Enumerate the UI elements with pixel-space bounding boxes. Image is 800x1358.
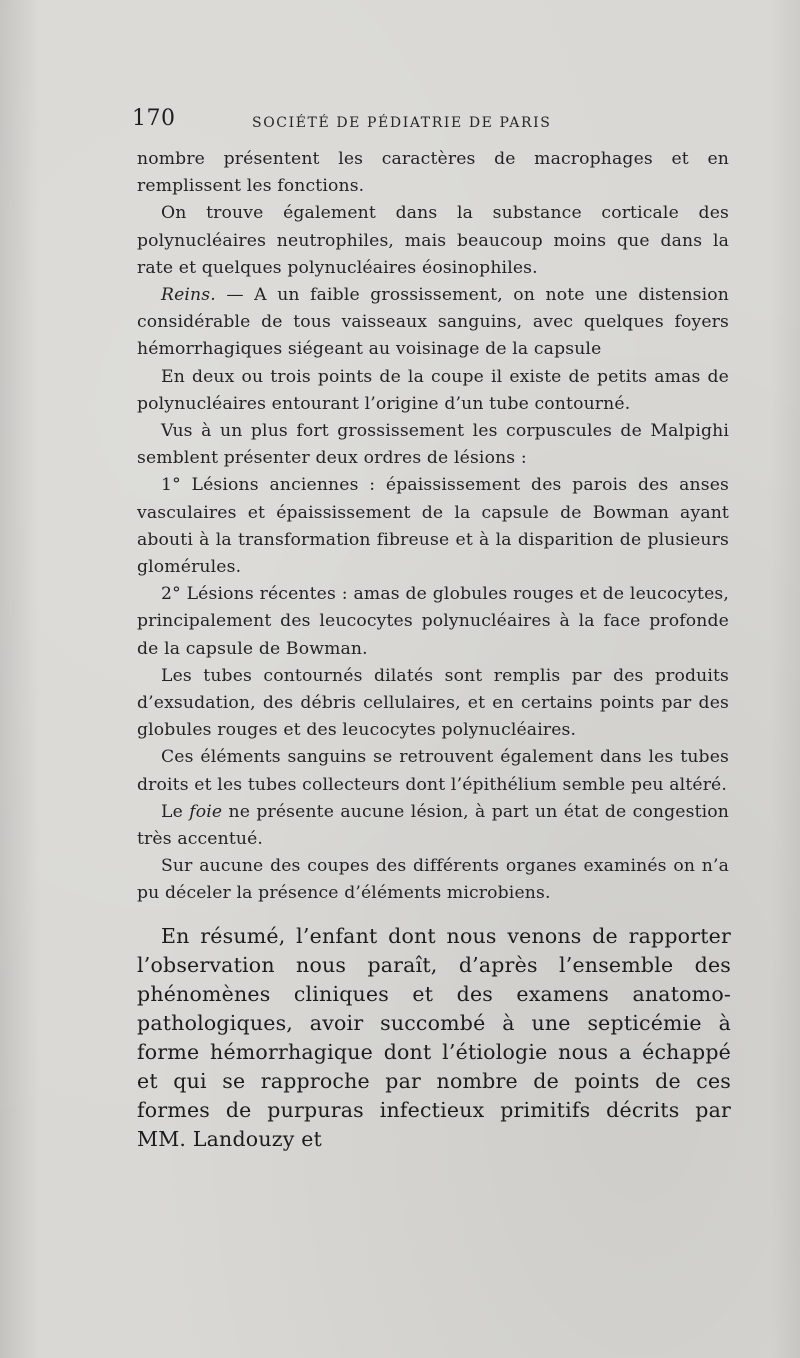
paragraph (137, 364, 729, 418)
paragraph-text: nombre présentent les caractères de macrophages et en remplissent les fonctions. (137, 149, 729, 197)
section-lead-reins: Reins. (161, 285, 216, 306)
paragraph-text: Sur aucune des coupes des différents organes examinés on n’a pu déceler la présence d’éléments microbiens. (137, 856, 729, 904)
paragraph-text: 2° Lésions récentes : amas de globules rouges et de leucocytes, principalement des leucocytes polynucléaires à la face profonde de la capsule de Bowman. (137, 584, 729, 659)
paragraph-text: ne présente aucune lésion, à part un état de congestion très accentué. (137, 801, 729, 850)
page-number: 170 (132, 106, 176, 131)
paragraph-text: Ces éléments sanguins se retrouvent également dans les tubes droits et les tubes collecteurs dont l’épithélium semble peu altéré. (137, 747, 729, 795)
paragraph-lead: Le (161, 801, 190, 822)
paragraph-text: — A un faible grossissement, on note une distension considérable de tous vaisseaux sanguins, avec quelques foyers hémorrhagiques siégeant au voisinage de la capsule (137, 285, 729, 360)
paragraph (137, 146, 729, 200)
paragraph-text: 1° Lésions anciennes : épaississement des parois des anses vasculaires et épaississement de la capsule de Bowman ayant abouti à la transformation fibreuse et à la disparition de plusieurs glomérules. (137, 475, 729, 578)
paragraph (137, 799, 729, 853)
paragraph (137, 200, 729, 282)
page-header (132, 106, 732, 136)
paragraph-text: On trouve également dans la substance corticale des polynucléaires neutrophiles, mais beaucoup moins que dans la rate et quelques polynucléaires éosinophiles. (137, 203, 729, 278)
paragraph (137, 418, 729, 472)
paragraph (137, 663, 729, 745)
paragraph-text: Vus à un plus fort grossissement les corpuscules de Malpighi semblent présenter deux ordres de lésions : (137, 421, 729, 469)
paragraph-text: En deux ou trois points de la coupe il existe de petits amas de polynucléaires entourant l’origine d’un tube contourné. (137, 366, 729, 414)
paragraph (137, 472, 729, 581)
summary-text (137, 922, 731, 1154)
emphasis-foie: foie (189, 801, 223, 822)
paragraph (137, 282, 729, 364)
paragraph (137, 581, 729, 663)
running-title: SOCIÉTÉ DE PÉDIATRIE DE PARIS (252, 115, 552, 131)
body-text (137, 146, 729, 908)
summary-paragraph: En résumé, l’enfant dont nous venons de rapporter l’observation nous paraît, d’après l’ensemble des phénomènes cliniques et des examens anatomo-pathologiques, avoir succombé à une septicémie à forme hémorrhagique dont l’étiologie nous a échappé et qui se rapproche par nombre de points de ces formes de purpuras infectieux primitifs décrits par MM. Landouzy et (137, 924, 731, 1151)
paragraph-text: Les tubes contournés dilatés sont remplis par des produits d’exsudation, des débris cellulaires, et en certains points par des globules rouges et des leucocytes polynucléaires. (137, 665, 729, 741)
paragraph (137, 853, 729, 907)
paragraph (137, 744, 729, 798)
